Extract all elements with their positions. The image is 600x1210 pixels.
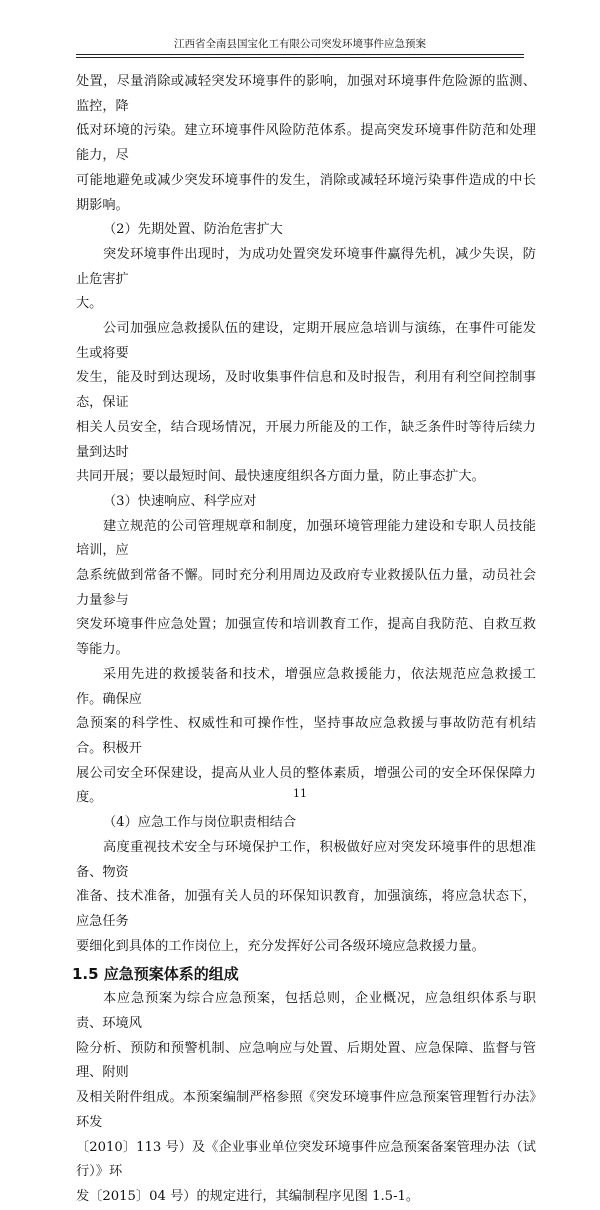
page-number: 11 [293, 787, 307, 800]
text-line: 处置，尽量消除或减轻突发环境事件的影响，加强对环境事件危险源的监测、监控，降 [76, 74, 536, 114]
page-content [72, 70, 536, 1210]
page-header [76, 36, 524, 55]
text-line: 公司加强应急救援队伍的建设，定期开展应急培训与演练，在事件可能发生或将要 [76, 321, 536, 361]
text-line: 建立规范的公司管理规章和制度，加强环境管理能力建设和专职人员技能培训，应 [76, 518, 536, 559]
paragraph-7 [76, 987, 536, 1209]
text-line: 要细化到具体的工作岗位上，充分发挥好公司各级环境应急救援力量。 [76, 938, 485, 954]
text-line: 突发环境事件应急处置；加强宣传和培训教育工作，提高自我防范、自救互救等能力。 [76, 617, 536, 658]
paragraph-4 [76, 515, 536, 663]
subheading-4: （4）应急工作与岗位职责相结合 [103, 815, 297, 831]
text-line: 发生，能及时到达现场，及时收集事件信息和及时报告，利用有利空间控制事态，保证 [76, 370, 536, 411]
header-title: 江西省全南县国宝化工有限公司突发环境事件应急预案 [174, 38, 426, 50]
paragraph-3 [76, 317, 536, 490]
text-line: 急预案的科学性、权威性和可操作性，坚持事故应急救援与事故防范有机结合。积极开 [76, 716, 536, 756]
text-line: 险分析、预防和预警机制、应急响应与处置、后期处置、应急保障、监督与管理、附则 [76, 1040, 536, 1081]
text-line: 展公司安全环保建设，提高从业人员的整体素质，增强公司的安全环保保障力度。 [76, 765, 536, 806]
text-line: 相关人员安全，结合现场情况，开展力所能及的工作，缺乏条件时等待后续力量到达时 [76, 419, 536, 460]
subheading-3: （3）快速响应、科学应对 [103, 493, 257, 509]
text-line: 发〔2015〕04 号）的规定进行，其编制程序见图 1.5-1。 [76, 1188, 420, 1204]
text-line: 突发环境事件出现时，为成功处置突发环境事件赢得先机，减少失误，防止危害扩 [76, 246, 536, 287]
text-line: 本应急预案为综合应急预案，包括总则，企业概况，应急组织体系与职责、环境风 [76, 991, 536, 1032]
text-line: 大。 [76, 296, 103, 312]
text-line: 准备、技术准备，加强有关人员的环保知识教育，加强演练，将应急状态下，应急任务 [76, 889, 536, 929]
paragraph-1 [76, 70, 536, 218]
text-line: 可能地避免或减少突发环境事件的发生，消除或减轻环境污染事件造成的中长期影响。 [76, 172, 536, 213]
text-line: 高度重视技术安全与环境保护工作，积极做好应对突发环境事件的思想准备、物资 [76, 839, 536, 880]
paragraph-6 [76, 836, 536, 960]
text-line: 低对环境的污染。建立环境事件风险防范体系。提高突发环境事件防范和处理能力，尽 [76, 123, 536, 164]
text-line: 共同开展；要以最短时间、最快速度组织各方面力量，防止事态扩大。 [76, 469, 485, 485]
section-title: 1.5 应急预案体系的组成 [72, 965, 239, 984]
subheading-2: （2）先期处置、防治危害扩大 [103, 222, 283, 238]
text-line: 采用先进的救援装备和技术，增强应急救援能力，依法规范应急救援工作。确保应 [76, 666, 536, 707]
text-line: 急系统做到常备不懈。同时充分利用周边及政府专业救援队伍力量，动员社会力量参与 [76, 568, 536, 608]
paragraph-2 [76, 243, 536, 317]
text-line: 〔2010〕113 号）及《企业事业单位突发环境事件应急预案备案管理办法（试行）》环 [76, 1139, 536, 1180]
text-line: 及相关附件组成。本预案编制严格参照《突发环境事件应急预案管理暂行办法》环发 [76, 1090, 536, 1130]
